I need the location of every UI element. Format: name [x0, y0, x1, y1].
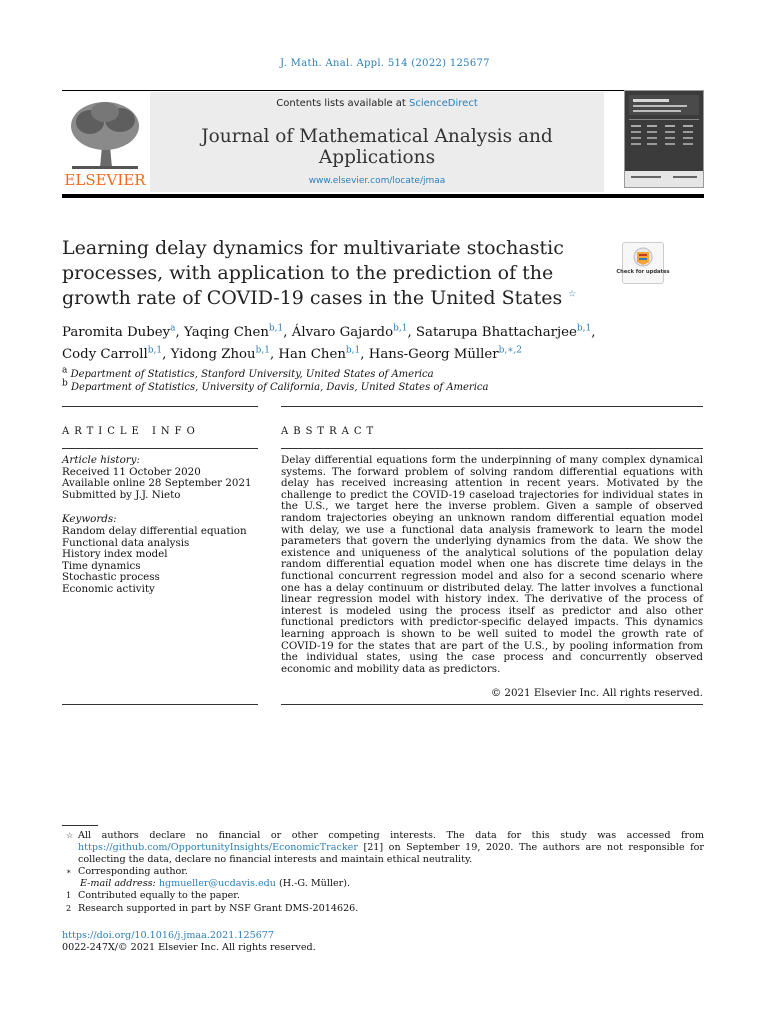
divider — [281, 448, 703, 449]
keyword: History index model — [62, 548, 168, 561]
author-affiliation-mark[interactable]: b,1 — [255, 345, 270, 356]
divider — [62, 704, 258, 705]
footnote-competing-interests — [62, 830, 704, 866]
divider — [62, 448, 258, 449]
abstract-copyright: © 2021 Elsevier Inc. All rights reserved. — [490, 687, 703, 699]
author-separator: , — [591, 325, 596, 340]
article-history-label: Article history: — [62, 454, 140, 466]
contents-line — [150, 98, 604, 109]
article-info-heading: ARTICLE INFO — [62, 426, 200, 437]
affiliation — [62, 378, 702, 394]
abstract-heading: ABSTRACT — [281, 426, 379, 437]
email-suffix: (H.-G. Müller). — [275, 878, 351, 890]
received-date: Received 11 October 2020 — [62, 465, 201, 478]
journal-reference-link[interactable]: J. Math. Anal. Appl. 514 (2022) 125677 — [280, 58, 490, 69]
elsevier-logo[interactable] — [62, 96, 148, 190]
footnote-corresponding-author — [62, 866, 704, 890]
footnote-mark: 2 — [66, 903, 72, 913]
footnote-mark: ∗ — [66, 867, 72, 877]
author-separator: , — [283, 325, 292, 340]
footnote-text: Contributed equally to the paper. — [78, 890, 240, 902]
affiliation-mark: a — [62, 365, 68, 376]
paper-title-text: Learning delay dynamics for multivariate stochastic processes, with application to the prediction of the growth rate of COVID-19 cases in the United States — [62, 237, 564, 309]
affiliation-text: Department of Statistics, Stanford University, United States of America — [70, 369, 434, 380]
keywords — [62, 514, 258, 595]
author-separator: , — [360, 347, 369, 362]
abstract-text: Delay differential equations form the underpinning of many complex dynamical systems. The forward problem of solving random differential equations with delay has received increasing attention in recent years. Motivated by the challenge to predict the COVID-19 caseload trajectories for individual states in the U.S., we target here the inverse problem. Given a sample of observed random trajectories obeying an unknown random differential equation model with delay, we use a functional data analysis framework to learn the model parameters that govern the underlying dynamics from the data. We show the existence and uniqueness of the analytical solutions of the population delay random differential equation model when one has discrete time delays in the functional concurrent regression model and also for a second scenario where one has a delay continuum or distributed delay. The latter involves a functional linear regression model with history index. The derivative of the process of interest is modeled using the process itself as predictor and also other functional predictors with predictor-specific delayed impacts. This dynamics learning approach is shown to be well suited to model the growth rate of COVID-19 for the states that are part of the U.S., by pooling information from the individual states, using the case process and concurrently observed economic and mobility data as predictors. — [281, 454, 703, 675]
divider — [281, 704, 703, 705]
footnote-text: Corresponding author. — [78, 866, 188, 878]
affiliations — [62, 365, 702, 394]
author-affiliation-mark[interactable]: a — [170, 323, 176, 334]
footnote-text: Research supported in part by NSF Grant DMS-2014626. — [78, 902, 359, 914]
email-label: E-mail address: — [80, 878, 159, 890]
keyword: Stochastic process — [62, 571, 160, 584]
author-affiliation-mark[interactable]: b,1 — [268, 323, 284, 334]
keywords-label: Keywords: — [62, 513, 117, 526]
footnotes — [62, 830, 704, 915]
keyword: Functional data analysis — [62, 536, 190, 549]
available-date: Available online 28 September 2021 — [62, 477, 252, 490]
author-affiliation-mark[interactable]: b,∗,2 — [498, 345, 522, 356]
author-separator: , — [162, 347, 171, 362]
author[interactable]: Han Chen — [278, 347, 346, 362]
article-history — [62, 455, 258, 501]
footnote-mark: ☆ — [66, 831, 74, 840]
divider — [62, 406, 258, 407]
paper-title — [62, 236, 622, 311]
affiliation — [62, 365, 702, 381]
keyword: Random delay differential equation — [62, 524, 247, 537]
author[interactable]: Yaqing Chen — [183, 325, 269, 340]
footnote-contribution — [62, 890, 704, 902]
footnote-text: All authors declare no financial or other competing interests. The data for this study was accessed from — [78, 830, 704, 841]
footnote-funding — [62, 903, 704, 915]
email-link[interactable]: hgmueller@ucdavis.edu — [158, 878, 276, 890]
author-separator: , — [407, 325, 416, 340]
author-list — [62, 322, 702, 366]
footnote-text: [21] on September 19, 2020. The authors are not responsible for collecting the data, declare no financial interests and maintain ethical neutrality. — [78, 842, 704, 866]
author[interactable]: Satarupa Bhattacharjee — [415, 325, 577, 340]
author-affiliation-mark[interactable]: b,1 — [576, 323, 592, 334]
title-footnote-mark[interactable]: ☆ — [568, 289, 577, 300]
journal-title: Journal of Mathematical Analysis and Applications — [201, 126, 553, 168]
divider — [281, 406, 703, 407]
journal-url-link[interactable]: www.elsevier.com/locate/jmaa — [308, 176, 446, 186]
author[interactable]: Hans-Georg Müller — [368, 347, 499, 362]
author-affiliation-mark[interactable]: b,1 — [393, 323, 408, 334]
elsevier-wordmark: ELSEVIER — [64, 171, 146, 189]
author-affiliation-mark[interactable]: b,1 — [345, 345, 361, 356]
doi-link[interactable]: https://doi.org/10.1016/j.jmaa.2021.125677 — [62, 930, 274, 941]
affiliation-text: Department of Statistics, University of California, Davis, United States of America — [70, 382, 489, 393]
author[interactable]: Yidong Zhou — [170, 347, 256, 362]
check-for-updates-button[interactable] — [616, 242, 670, 284]
issn-copyright: 0022-247X/© 2021 Elsevier Inc. All rights reserved. — [62, 942, 316, 953]
contents-prefix: Contents lists available at — [276, 98, 410, 109]
elsevier-tree-icon — [62, 96, 148, 190]
check-for-updates-label: Check for updates — [616, 269, 670, 275]
author-separator: , — [175, 325, 184, 340]
github-data-link[interactable]: https://github.com/OpportunityInsights/EconomicTracker — [78, 842, 358, 854]
author[interactable]: Paromita Dubey — [62, 325, 171, 340]
author-affiliation-mark[interactable]: b,1 — [147, 345, 163, 356]
author[interactable]: Cody Carroll — [62, 347, 148, 362]
header-rule — [62, 194, 704, 198]
article-info — [62, 455, 258, 609]
author[interactable]: Álvaro Gajardo — [291, 325, 394, 340]
keyword: Time dynamics — [62, 559, 141, 572]
author-separator: , — [269, 347, 279, 362]
check-for-updates-icon — [616, 243, 670, 283]
journal-cover-image — [625, 91, 703, 187]
sciencedirect-link[interactable]: ScienceDirect — [409, 98, 478, 109]
footnote-mark: 1 — [66, 891, 72, 901]
keyword: Economic activity — [62, 582, 155, 595]
submitted-by: Submitted by J.J. Nieto — [62, 488, 181, 501]
footnote-rule — [62, 825, 98, 826]
journal-cover-thumbnail[interactable] — [624, 90, 704, 188]
affiliation-mark: b — [62, 378, 68, 389]
